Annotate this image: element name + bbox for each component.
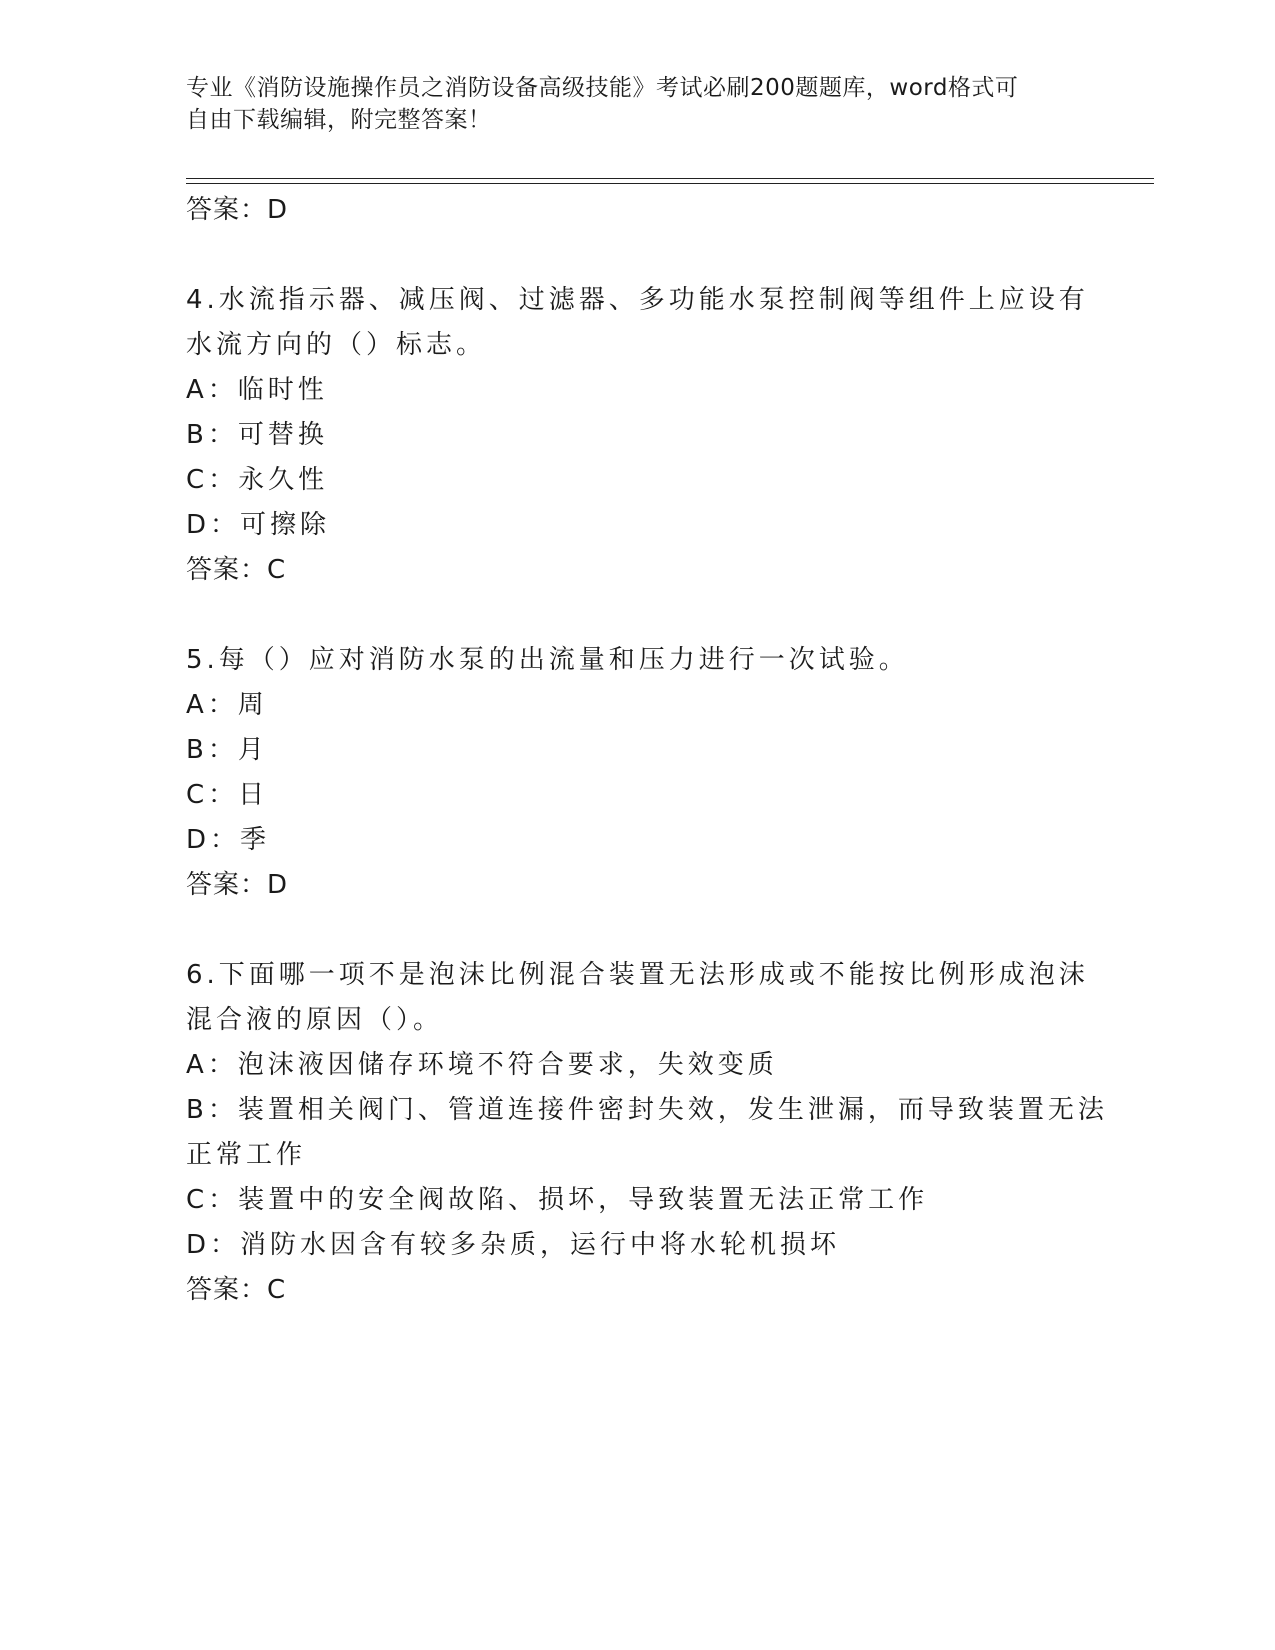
option-a: A：临时性 — [186, 375, 328, 405]
question-stem-line: 5.每（）应对消防水泵的出流量和压力进行一次试验。 — [186, 645, 909, 675]
question-stem-line: 水流方向的（）标志。 — [186, 330, 487, 360]
answer: 答案：C — [186, 555, 287, 585]
header-line-1: 专业《消防设施操作员之消防设备高级技能》考试必刷200题题库，word格式可 — [186, 75, 1019, 101]
option-b-continued: 正常工作 — [186, 1140, 307, 1170]
question-stem-line: 6.下面哪一项不是泡沫比例混合装置无法形成或不能按比例形成泡沫 — [186, 960, 1089, 990]
option-d: D：消防水因含有较多杂质，运行中将水轮机损坏 — [186, 1230, 841, 1260]
option-d: D：季 — [186, 825, 271, 855]
header-line-2: 自由下载编辑，附完整答案！ — [186, 107, 492, 133]
option-a: A：周 — [186, 690, 268, 720]
option-c: C：装置中的安全阀故陷、损坏，导致装置无法正常工作 — [186, 1185, 929, 1215]
option-d: D：可擦除 — [186, 510, 331, 540]
previous-answer: 答案：D — [186, 195, 289, 225]
question-list — [186, 188, 1108, 1313]
question-6 — [186, 953, 1108, 1313]
header-divider-top — [186, 178, 1154, 179]
question-4 — [186, 278, 1089, 593]
spacer — [186, 908, 1086, 953]
spacer — [186, 593, 1086, 638]
answer: 答案：C — [186, 1275, 287, 1305]
question-5 — [186, 638, 1086, 908]
option-b: B：装置相关阀门、管道连接件密封失效，发生泄漏，而导致装置无法 — [186, 1095, 1108, 1125]
question-stem-line: 混合液的原因（）。 — [186, 1005, 444, 1035]
header-divider-bottom — [186, 183, 1154, 184]
option-a: A：泡沫液因储存环境不符合要求，失效变质 — [186, 1050, 778, 1080]
option-b: B：可替换 — [186, 420, 328, 450]
option-c: C：永久性 — [186, 465, 329, 495]
spacer — [186, 233, 1086, 278]
answer: 答案：D — [186, 870, 289, 900]
question-stem-line: 4.水流指示器、减压阀、过滤器、多功能水泵控制阀等组件上应设有 — [186, 285, 1089, 315]
option-c: C：日 — [186, 780, 269, 810]
document-header — [186, 72, 1066, 136]
option-b: B：月 — [186, 735, 268, 765]
